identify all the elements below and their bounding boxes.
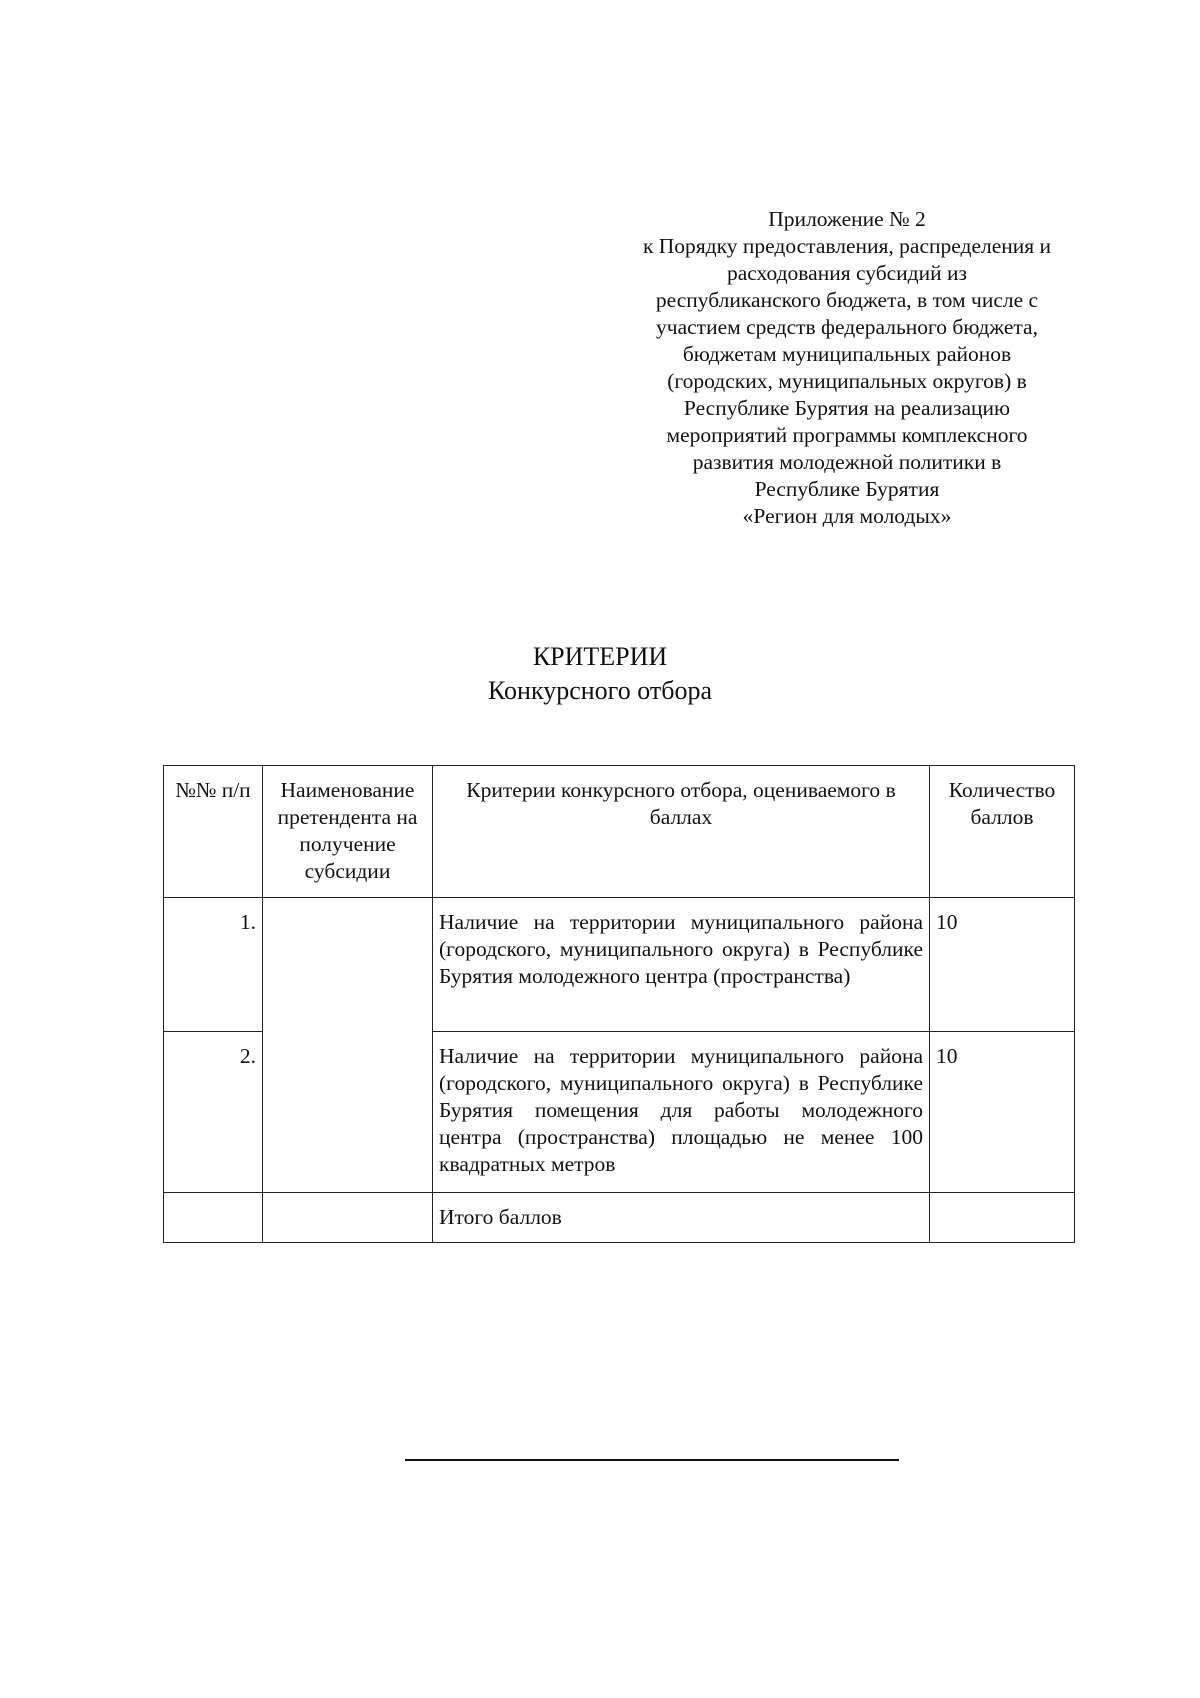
total-label: Итого баллов bbox=[433, 1193, 930, 1243]
appendix-line: «Регион для молодых» bbox=[742, 504, 952, 528]
total-score-cell bbox=[930, 1193, 1075, 1243]
appendix-line: Приложение № 2 bbox=[768, 207, 926, 231]
total-num-cell bbox=[164, 1193, 263, 1243]
appendix-line: расходования субсидий из bbox=[726, 261, 968, 285]
title-main: КРИТЕРИИ bbox=[532, 642, 668, 671]
total-row bbox=[164, 1193, 1075, 1243]
closing-rule bbox=[405, 1459, 899, 1461]
appendix-line: республиканского бюджета, в том числе с bbox=[655, 288, 1039, 312]
document-title bbox=[0, 640, 1200, 708]
row-score: 10 bbox=[930, 1032, 1075, 1193]
header-criteria: Критерии конкурсного отбора, оцениваемого в баллах bbox=[433, 766, 930, 898]
appendix-line: бюджетам муниципальных районов bbox=[682, 342, 1012, 366]
applicant-name-cell bbox=[263, 898, 433, 1193]
appendix-line: Республике Бурятия на реализацию bbox=[683, 396, 1011, 420]
appendix-line: участием средств федерального бюджета, bbox=[656, 315, 1038, 339]
header-score: Количество баллов bbox=[930, 766, 1075, 898]
appendix-line: развития молодежной политики в bbox=[692, 450, 1002, 474]
criteria-table bbox=[163, 765, 1075, 1243]
appendix-line: к Порядку предоставления, распределения и bbox=[642, 234, 1052, 258]
row-criteria: Наличие на территории муниципального района (городского, муниципального округа) в Республике Бурятия помещения для работы молодежного центра (пространства) площадью не менее 100 квадратных метров bbox=[433, 1032, 930, 1193]
appendix-line: мероприятий программы комплексного bbox=[666, 423, 1028, 447]
table-header-row bbox=[164, 766, 1075, 898]
appendix-header bbox=[612, 206, 1082, 530]
appendix-line: (городских, муниципальных округов) в bbox=[667, 369, 1027, 393]
appendix-line: Республике Бурятия bbox=[754, 477, 940, 501]
header-name: Наименование претендента на получение субсидии bbox=[263, 766, 433, 898]
row-criteria: Наличие на территории муниципального района (городского, муниципального округа) в Республике Бурятия молодежного центра (пространства) bbox=[433, 898, 930, 1032]
table-row bbox=[164, 898, 1075, 1032]
title-sub: Конкурсного отбора bbox=[488, 676, 712, 705]
total-name-cell bbox=[263, 1193, 433, 1243]
row-num: 2. bbox=[164, 1032, 263, 1193]
row-num: 1. bbox=[164, 898, 263, 1032]
row-score: 10 bbox=[930, 898, 1075, 1032]
header-num: №№ п/п bbox=[164, 766, 263, 898]
